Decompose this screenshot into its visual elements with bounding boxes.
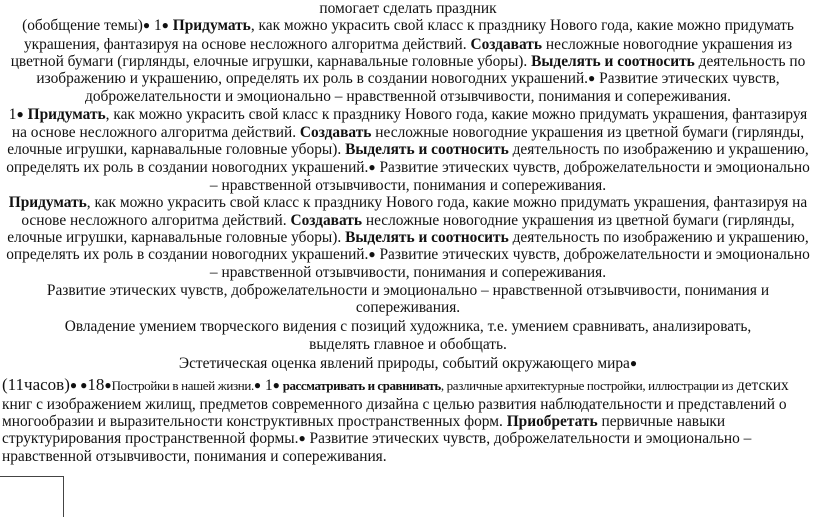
bullet-icon: ●	[161, 18, 169, 33]
p3-text-2: несложные новогодние украшения из цветной бумаги (гирлянды, елочные игрушки, карнавальные головные уборы).	[7, 211, 795, 246]
p3-text-3: деятельность по изображению и украшению, определять их роль в создании новогодних украшений.	[6, 228, 809, 264]
paragraph-7	[0, 376, 816, 465]
bullet-icon: ●	[253, 378, 262, 393]
p7-num1: 1	[261, 377, 273, 395]
p2-text-2: несложные новогодние украшения из цветной бумаги (гирлянды, елочные игрушки, карнавальные головные уборы).	[7, 124, 805, 159]
bullet-icon: ●	[368, 159, 376, 174]
p7-bold-2: Приобретать	[506, 412, 598, 430]
p7-bold-1: рассматривать и сравнивать	[279, 378, 441, 394]
p6-text: Эстетическая оценка явлений природы, событий окружающего мира	[178, 354, 630, 372]
p1-bold-3: Выделять и соотносить	[531, 52, 695, 70]
p2-text-1: , как можно украсить свой класс к празднику Нового года, какие можно придумать украшения, фантазируя на основе несложного алгоритма действий.	[11, 105, 808, 142]
p1-text-1: , как можно украсить свой класс к празднику Нового года, какие можно придумать украшения, фантазируя на основе несложного алгоритма действий.	[23, 17, 794, 53]
p2-bold-2: Создавать	[299, 124, 372, 142]
p1-text-3: деятельность по изображению и украшению, определять их роль в создании новогодних украшений.	[36, 52, 806, 88]
paragraph-2	[0, 106, 816, 194]
p1-lead: (обобщение темы)	[22, 17, 143, 35]
p7-text-3: первичные навыки структурирования пространственной формы.	[2, 412, 726, 448]
p3-bold-3: Выделять и соотносить	[345, 228, 509, 246]
paragraph-5: Овладение умением творческого видения с позиций художника, т.е. умением сравнивать, анализировать, выделять главное и обобщать.	[64, 318, 752, 353]
bullet-icon: ●	[629, 355, 638, 370]
paragraph-3	[0, 194, 816, 281]
title-line: помогает сделать праздник	[319, 0, 497, 17]
p7-text-2: детских книг с изображением жилищ, предметов современного дизайна с целью развития наблюдательности и представлений о многообразии и выразительности конструктивных пространственных форм.	[2, 377, 789, 430]
p2-bold-1: Придумать	[27, 105, 106, 123]
bullet-icon: ●	[16, 106, 24, 121]
table-cell-border	[0, 476, 64, 517]
p1-num: 1	[153, 17, 162, 35]
p3-text-1: , как можно украсить свой класс к празднику Нового года, какие можно придумать украшения, фантазируя на основе несложного алгоритма действий.	[21, 194, 808, 229]
paragraph-6	[0, 355, 816, 373]
p1-bold-2: Создавать	[470, 35, 542, 53]
p2-text-3: деятельность по изображению и украшению, определять их роль в создании новогодних украшений.	[6, 141, 809, 176]
bullet-icon: ●	[298, 431, 306, 446]
bullet-icon: ●	[104, 378, 112, 393]
p7-text-1: , различные архитектурные постройки, иллюстрации из	[440, 378, 734, 394]
p7-lead: (11часов)	[2, 375, 70, 395]
p7-num18: 18	[87, 375, 105, 395]
p7-text-4: Развитие этических чувств, доброжелательности и эмоционально – нравственной отзывчивости, понимания и сопереживания.	[2, 430, 752, 466]
bullet-icon: ●	[272, 378, 280, 393]
bullet-icon: ● ●	[69, 378, 88, 393]
paragraph-1	[0, 17, 816, 105]
p7-topic: Постройки в нашей жизни.	[111, 378, 254, 394]
bullet-icon: ●	[368, 247, 376, 262]
bullet-icon: ●	[588, 71, 596, 86]
bullet-icon: ●	[142, 18, 151, 33]
p1-text-2: несложные новогодние украшения из цветной бумаги (гирлянды, елочные игрушки, карнавальные головные уборы).	[10, 35, 793, 70]
p3-text-4: Развитие этических чувств, доброжелательности и эмоционально – нравственной отзывчивости, понимания и сопереживания.	[209, 246, 810, 282]
p2-text-4: Развитие этических чувств, доброжелательности и эмоционально – нравственной отзывчивости, понимания и сопереживания.	[209, 158, 810, 194]
p2-num: 1	[8, 105, 17, 123]
p1-bold-1: Придумать	[172, 17, 251, 35]
p3-bold-2: Создавать	[290, 211, 362, 229]
p3-bold-1: Придумать	[8, 194, 87, 212]
paragraph-4: Развитие этических чувств, доброжелательности и эмоционально – нравственной отзывчивости, понимания и сопереживания.	[46, 281, 770, 317]
p2-bold-3: Выделять и соотносить	[345, 141, 509, 159]
p1-text-4: Развитие этических чувств, доброжелательности и эмоционально – нравственной отзывчивости, понимания и сопереживания.	[85, 70, 780, 106]
